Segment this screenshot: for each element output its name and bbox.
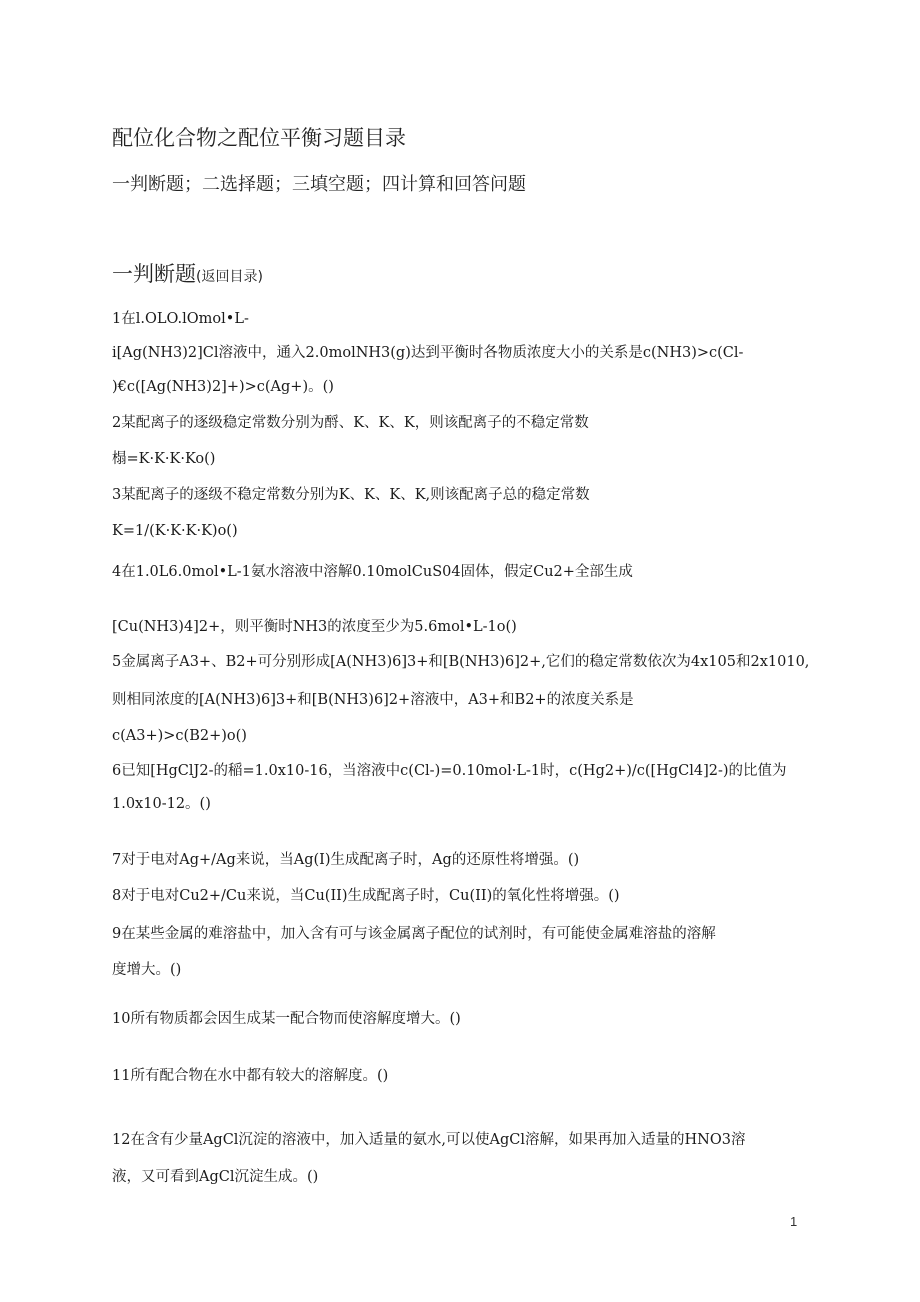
question-line: 8对于电对Cu2+/Cu来说，当Cu(II)生成配离子时，Cu(II)的氧化性将增强。() [112,888,620,904]
question-line: 则相同浓度的[A(NH3)6]3+和[B(NH3)6]2+溶液中，A3+和B2+的浓度关系是 [112,692,634,708]
question-line: 2某配离子的逐级稳定常数分别为酹、K、K、K，则该配离子的不稳定常数 [112,415,589,431]
question-line: 12在含有少量AgCl沉淀的溶液中，加入适量的氨水,可以使AgCl溶解，如果再加入适量的HNO3溶 [112,1132,746,1148]
question-line: 1在l.OLO.lOmol•L- [112,311,249,327]
question-line: 度增大。() [112,962,182,978]
question-line: 1.0x10-12。() [112,796,211,812]
back-to-toc-link[interactable]: (返回目录) [196,269,263,285]
question-line: K=1/(K·K·K·K)o() [112,523,238,539]
question-line: 5金属离子A3+、B2+可分别形成[A(NH3)6]3+和[B(NH3)6]2+,它们的稳定常数依次为4x105和2x1010, [112,654,810,670]
question-line: 7对于电对Ag+/Ag来说，当Ag(I)生成配离子时，Ag的还原性将增强。() [112,852,580,868]
question-line: i[Ag(NH3)2]Cl溶液中，通入2.0molNH3(g)达到平衡时各物质浓度大小的关系是c(NH3)>c(Cl- [112,345,744,361]
question-line: 3某配离子的逐级不稳定常数分别为K、K、K、K,则该配离子总的稳定常数 [112,487,590,503]
question-line: 液，又可看到AgCl沉淀生成。() [112,1169,319,1185]
page-number: 1 [790,1214,798,1229]
question-line: )€c([Ag(NH3)2]+)>c(Ag+)。() [112,379,334,395]
document-title: 配位化合物之配位平衡习题目录 [112,126,406,150]
section-heading [112,258,263,288]
section-title: 一判断题 [112,262,196,286]
question-line: 6已知[HgClJ2-的稲=1.0x10-16，当溶液中c(Cl-)=0.10mol·L-1时，c(Hg2+)/c([HgCl4]2-)的比值为 [112,763,787,779]
question-line: 榻=K·K·K·Ko() [112,451,216,467]
table-of-contents: 一判断题；二选择题；三填空题；四计算和回答问题 [112,174,526,195]
question-line: 9在某些金属的难溶盐中，加入含有可与该金属离子配位的试剂时，有可能使金属难溶盐的溶解 [112,926,716,942]
question-line: 4在1.0L6.0mol•L-1氨水溶液中溶解0.10molCuS04固体，假定Cu2+全部生成 [112,564,633,580]
question-line: [Cu(NH3)4]2+，则平衡时NH3的浓度至少为5.6mol•L-1o() [112,619,517,635]
question-line: c(A3+)>c(B2+)o() [112,728,247,744]
question-line: 10所有物质都会因生成某一配合物而使溶解度增大。() [112,1011,461,1027]
question-line: 11所有配合物在水中都有较大的溶解度。() [112,1068,389,1084]
